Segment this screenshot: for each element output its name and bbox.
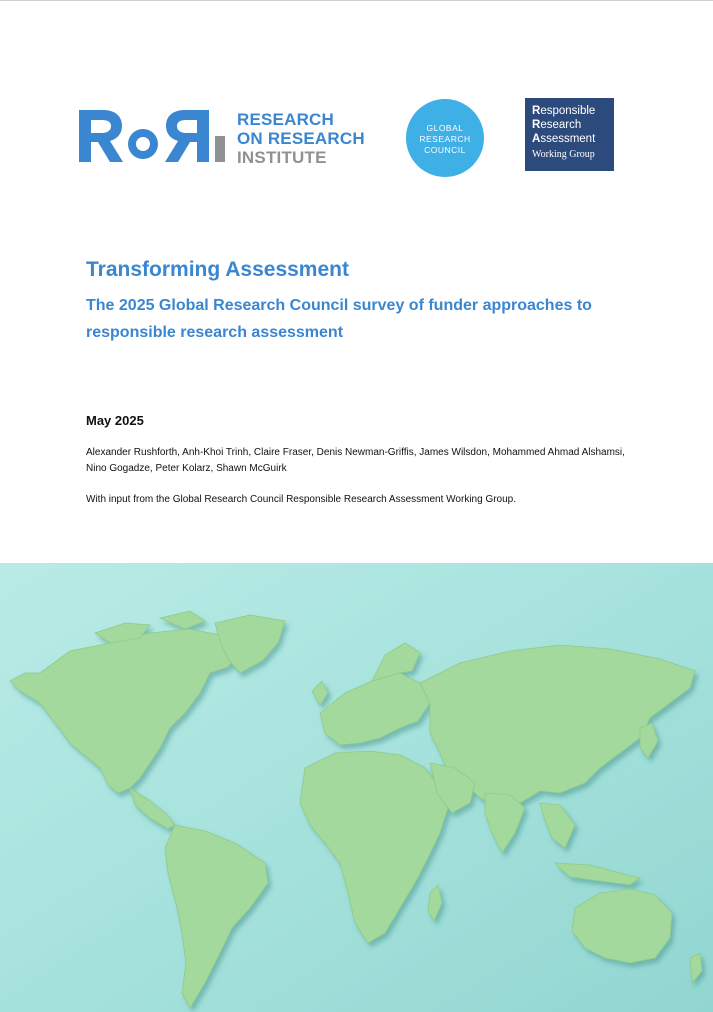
rori-text [237,110,365,167]
publication-date: May 2025 [86,413,144,428]
grc-logo [406,99,484,177]
rra-line-1: Responsible [532,105,596,117]
grc-line-2: RESEARCH [419,134,471,144]
grc-line-3: COUNCIL [424,145,466,155]
rra-line-3: Assessment [532,133,596,145]
document-subtitle: The 2025 Global Research Council survey of funder approaches to responsible research assessment [86,297,592,341]
rori-wordmark-mark [77,106,229,166]
rori-line-3: INSTITUTE [237,148,327,167]
rra-subline: Working Group [532,149,595,160]
document-title: Transforming Assessment [86,258,349,281]
rori-logo [77,106,377,168]
rra-line-2: Research [532,119,582,131]
top-rule [0,0,713,1]
rra-logo [525,98,614,171]
world-map-image [0,563,713,1012]
rori-line-2: ON RESEARCH [237,129,365,148]
grc-line-1: GLOBAL [426,123,464,133]
input-note: With input from the Global Research Council Responsible Research Assessment Working Group. [86,494,517,505]
rori-line-1: RESEARCH [237,110,335,129]
author-list: Alexander Rushforth, Anh-Khoi Trinh, Claire Fraser, Denis Newman-Griffis, James Wilsdon, Mohammed Ahmad Alshamsi, Nino Gogadze, Peter Kolarz, Shawn McGuirk [86,447,625,474]
